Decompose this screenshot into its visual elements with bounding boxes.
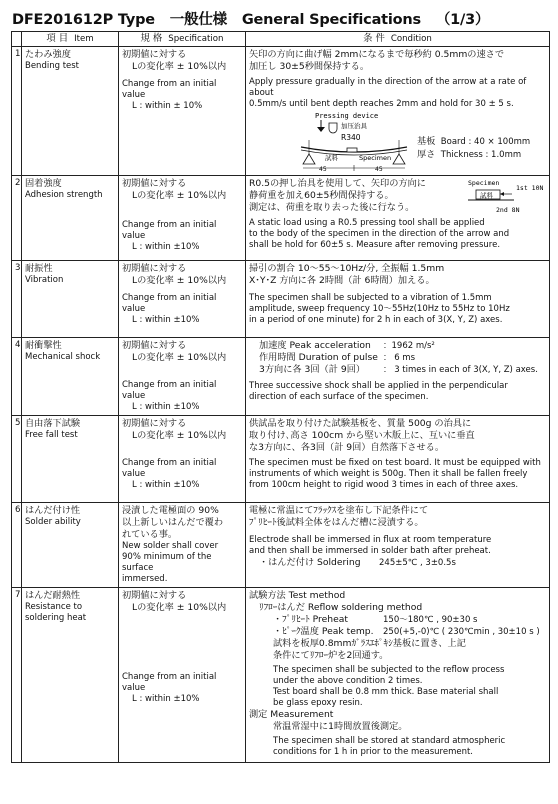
row-number: 2 <box>12 176 22 261</box>
spec-table <box>11 31 550 763</box>
specimen-en-label: Specimen <box>359 154 392 163</box>
condition-cell: 矢印の方向に曲げ幅 2mmになるまで毎秒約 0.5mmの速さで 加圧し 30±5秒間保持する。 Apply pressure gradually in the direction of the arrow at a rate of about 0.5mm/s until bent depth reaches 2mm and hold for 30 ± 5 s. Pressing device 加压治具 R340 試料 Specimen 45 45 基板 Board : 40 × 100mm 厚さ Thickness : 1.0mm <box>246 47 550 176</box>
specimen-icon <box>347 148 357 152</box>
row-number: 1 <box>12 47 22 176</box>
header-no <box>12 32 22 47</box>
item-cell: 自由落下試験 Free fall test <box>22 416 119 503</box>
table-row <box>12 338 550 416</box>
spec-cell: 初期値に対する Lの変化率 ± 10%以内 Change from an initial value L : within ±10% <box>119 338 246 416</box>
pressing-device-label: Pressing device <box>315 112 379 121</box>
title-en: General Specifications <box>241 12 421 28</box>
row-number: 3 <box>12 261 22 338</box>
table-row <box>12 503 550 588</box>
item-cell: 耐衝撃性 Mechanical shock <box>22 338 119 416</box>
condition-cell: 試験方法 Test method ﾘﾌﾛｰはんだ Reflow soldering method ・ﾌﾟﾘﾋｰﾄ Preheat 150～180℃ , 90±30 s ・ﾋﾟｰｸ温度 Peak temp. 250(+5,-0)℃ ( 230℃min , 30±10 s ) 試料を板厚0.8mmｶﾞﾗｽｴﾎﾟｷｼ基板に置き、上記 条件にてﾘﾌﾛｰ炉を2回通す。 The specimen shall be subjected to the reflow process under the above condition 2 times. Test board shall be 0.8 mm thick. Base material shall be glass epoxy resin. 測定 Measurement 常温常湿中に1時間放置後測定。 The specimen shall be stored at standard atmospheric conditions for 1 h in prior to the measurement. <box>246 588 550 763</box>
jig-icon <box>329 123 337 133</box>
spec-cell: 初期値に対する Lの変化率 ± 10%以内 Change from an initial value L : within ±10% <box>119 588 246 763</box>
jig-label: 加压治具 <box>341 122 367 131</box>
adhesion-figure <box>466 178 546 222</box>
radius-label: R340 <box>341 133 361 143</box>
header-item: 項 目 Item <box>22 32 119 47</box>
title-jp: 一般仕様 <box>169 12 227 28</box>
spec-cell: 初期値に対する Lの変化率 ± 10%以内 Change from an initial value L : within ±10% <box>119 261 246 338</box>
item-cell: はんだ付け性 Solder ability <box>22 503 119 588</box>
condition-cell: 電極に常温にてﾌﾗｯｸｽを塗布し下記条件にて ﾌﾟﾘﾋｰﾄ後試料全体をはんだ槽に浸漬する。 Electrode shall be immersed in flux at room temperature and then shall be immersed in solder bath after preheat. ・はんだ付け Soldering 245±5℃ , 3±0.5s <box>246 503 550 588</box>
second-load-label: 2nd 8N <box>496 206 520 214</box>
row-number: 7 <box>12 588 22 763</box>
table-header <box>12 32 550 47</box>
table-row <box>12 176 550 261</box>
specimen-jp-label: 試料 <box>325 154 338 163</box>
spec-cell: 浸漬した電極面の 90% 以上新しいはんだで覆わ れている事。 New solder shall cover 90% minimum of the surface immersed. <box>119 503 246 588</box>
condition-cell: 供試品を取り付けた試験基板を、質量 500g の治具に 取り付け､高さ 100cm から堅い木版上に、互いに垂直 な3方向に、各3回（計 9回）自然落下させる。 The specimen must be fixed on test board. It must be equipped with instruments of which weight is 500g. Then it shall be fallen freely from 100cm height to rigid wood 3 times in each of three axes. <box>246 416 550 503</box>
bending-diagram <box>249 110 546 172</box>
board-spec: 基板 Board : 40 × 100mm 厚さ Thickness : 1.0mm <box>417 136 531 161</box>
header-condition: 条 件 Condition <box>246 32 550 47</box>
title-page: （1/3） <box>435 12 490 28</box>
item-cell: はんだ耐熱性 Resistance to soldering heat <box>22 588 119 763</box>
spec-cell: 初期値に対する Lの変化率 ± 10%以内 Change from an initial value L : within ± 10% <box>119 47 246 176</box>
first-load-label: 1st 10N <box>516 184 544 192</box>
spec-cell: 初期値に対する Lの変化率 ± 10%以内 Change from an initial value L : within ±10% <box>119 416 246 503</box>
condition-cell: Specimen 試料 1st 10N 2nd 8N R0.5の押し治具を使用して、矢印の方向に 静荷重を加え60±5秒間保持する。 測定は、荷重を取り去った後に行なう。 A static load using a R0.5 pressing tool shall be applied to the body of the specimen in the direction of the arrow and shall be hold for 60±5 s. Measure after removing pressure. <box>246 176 550 261</box>
condition-cell: 加速度 Peak acceleration ：1962 m/s² 作用時間 Duration of pulse ： 6 ms 3方向に各 3回（計 9回） ： 3 times in each of 3(X, Y, Z) axes. Three successive shock shall be applied in the perpendicular direction of each surface of the specimen. <box>246 338 550 416</box>
spec-cell: 初期値に対する Lの変化率 ± 10%以内 Change from an initial value L : within ±10% <box>119 176 246 261</box>
page-title <box>12 8 499 29</box>
item-cell: 耐振性 Vibration <box>22 261 119 338</box>
condition-cell: 掃引の割合 10～55～10Hz/分, 全振幅 1.5mm X･Y･Z 方向に各 2時間（計 6時間）加える。 The specimen shall be subjected to a vibration of 1.5mm amplitude, sweep frequency 10～55Hz(10Hz to 55Hz to 10Hz in a period of one minute) for 2 h in each of 3(X, Y, Z) axes. <box>246 261 550 338</box>
table-row <box>12 588 550 763</box>
arrow-left-icon <box>500 192 504 196</box>
span-right-label: 45 <box>375 166 383 173</box>
specimen-jp-label: 試料 <box>480 191 493 200</box>
table-row <box>12 416 550 503</box>
table-row <box>12 47 550 176</box>
row-number: 5 <box>12 416 22 503</box>
item-cell: たわみ強度 Bending test <box>22 47 119 176</box>
header-spec: 規 格 Specification <box>119 32 246 47</box>
support-left-icon <box>303 154 315 164</box>
specimen-en-label: Specimen <box>468 179 500 187</box>
support-right-icon <box>393 154 405 164</box>
arrow-down-icon <box>317 127 325 132</box>
span-left-label: 45 <box>319 166 327 173</box>
row-number: 4 <box>12 338 22 416</box>
item-cell: 固着強度 Adhesion strength <box>22 176 119 261</box>
row-number: 6 <box>12 503 22 588</box>
table-row <box>12 261 550 338</box>
title-model: DFE201612P Type <box>12 12 155 28</box>
